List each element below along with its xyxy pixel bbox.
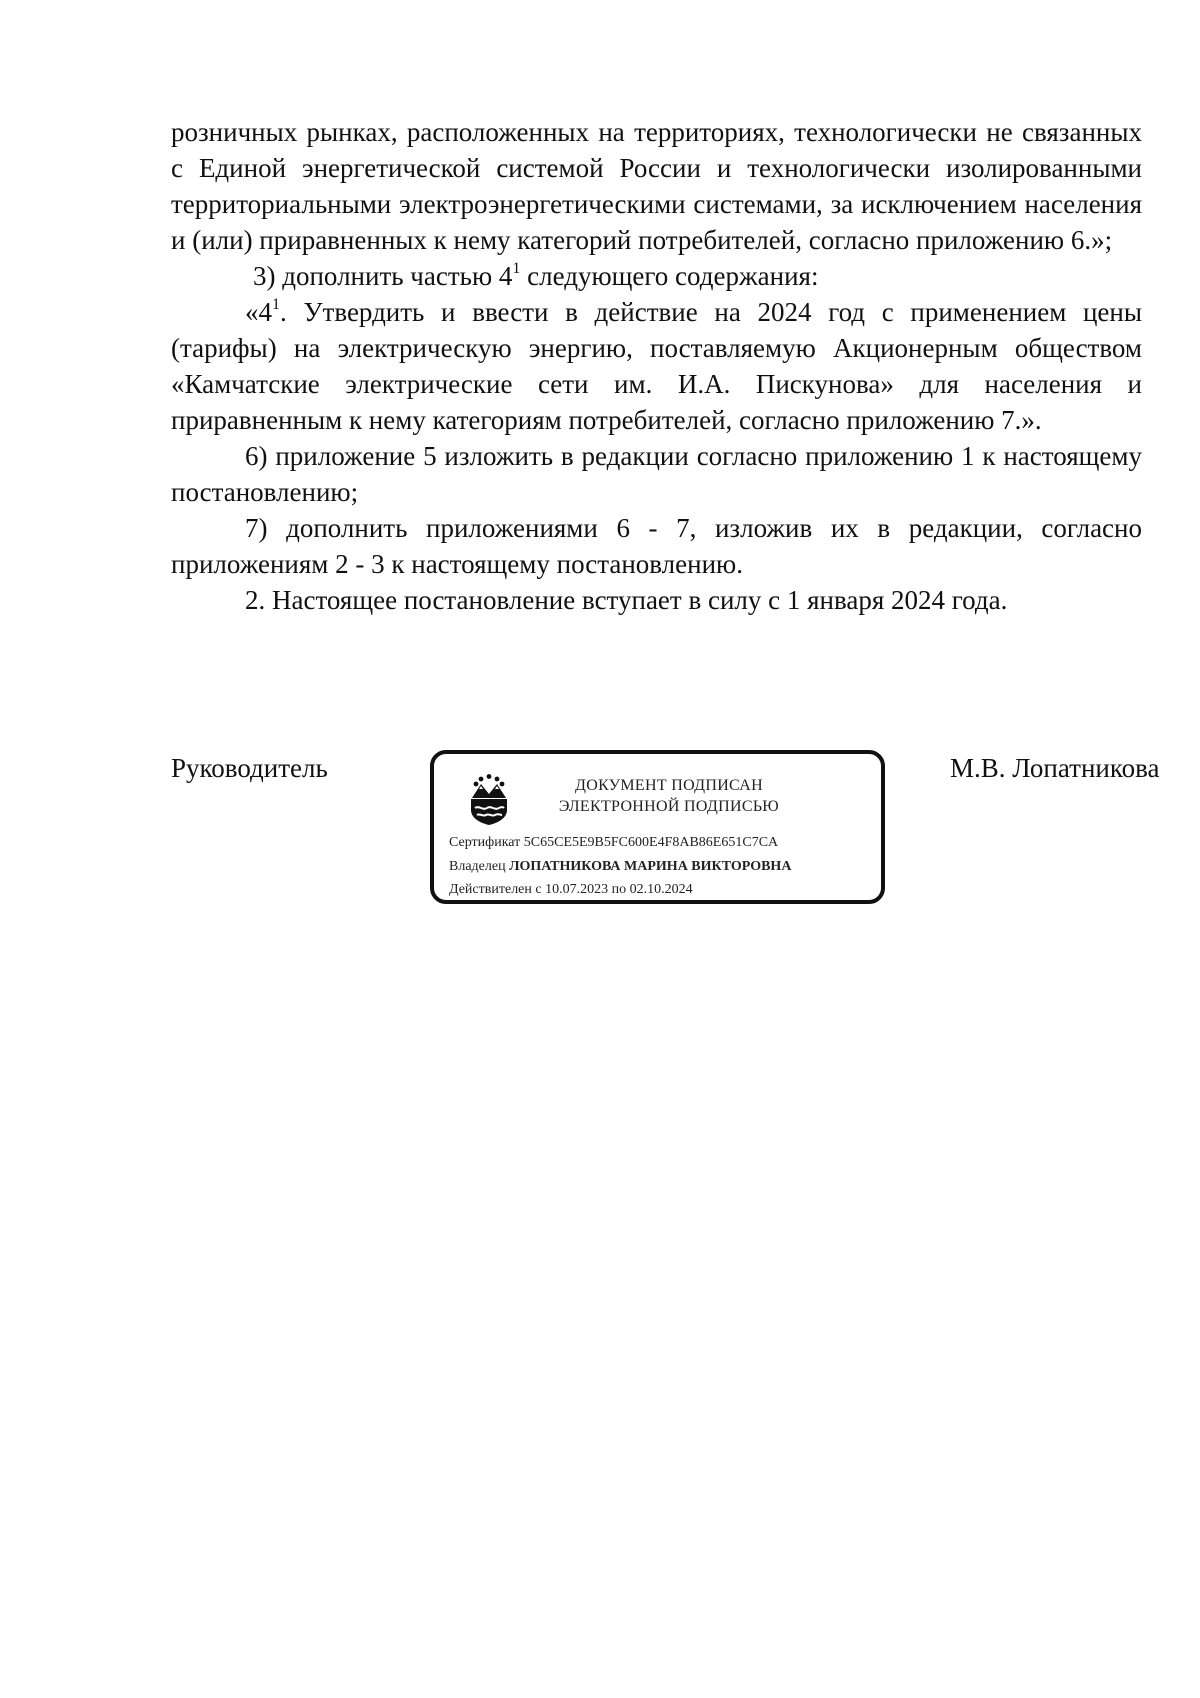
stamp-certificate-row — [449, 834, 778, 852]
paragraph-retail-markets: розничных рынках, расположенных на территориях, технологически не связанных с Единой энергетической системой России и технологически изолированными территориальными электроэнергетическими системами, за исключением населения и (или) приравненных к нему категорий потребителей, согласно приложению 6.»; — [171, 117, 1142, 255]
electronic-signature-stamp — [430, 750, 885, 904]
paragraph-effective-date: 2. Настоящее постановление вступает в силу с 1 января 2024 года. — [245, 585, 1008, 615]
signatory-role: Руководитель — [171, 753, 328, 783]
document-body — [171, 114, 1142, 618]
paragraph-item-6: 6) приложение 5 изложить в редакции согласно приложению 1 к настоящему постановлению; — [171, 441, 1142, 507]
stamp-header-line-1: ДОКУМЕНТ ПОДПИСАН — [575, 777, 763, 794]
item-3-superscript: 1 — [512, 260, 521, 277]
paragraph-part-4-1 — [171, 294, 1142, 438]
owner-value: ЛОПАТНИКОВА МАРИНА ВИКТОРОВНА — [509, 859, 792, 874]
certificate-label: Сертификат — [449, 835, 521, 850]
part-4-1-text-end: . Утвердить и ввести в действие на 2024 год с применением цены (тарифы) на электрическую энергию, поставляемую Акционерным обществом «Камчатские электрические сети им. И.А. Пискунова» для населения и приравненным к нему категориям потребителей, согласно приложению 7.». — [171, 297, 1142, 435]
valid-from: 10.07.2023 — [545, 882, 609, 897]
stamp-header-line-2: ЭЛЕКТРОННОЙ ПОДПИСЬЮ — [558, 798, 780, 815]
certificate-value: 5C65CE5E9B5FC600E4F8AB86E651C7CA — [523, 835, 779, 850]
valid-to-label: по — [611, 882, 627, 897]
stamp-owner-row — [449, 858, 791, 876]
paragraph-item-7: 7) дополнить приложениями 6 - 7, изложив их в редакции, согласно приложениям 2 - 3 к настоящему постановлению. — [171, 513, 1142, 579]
part-4-1-text-start: «4 — [245, 297, 272, 327]
part-4-1-superscript: 1 — [272, 296, 280, 313]
valid-to: 02.10.2024 — [629, 882, 693, 897]
valid-label: Действителен с — [449, 882, 542, 897]
coat-of-arms-icon — [468, 772, 510, 826]
item-3-text-end: следующего содержания: — [520, 261, 819, 291]
stamp-validity-row — [449, 881, 693, 899]
signatory-name: М.В. Лопатникова — [950, 753, 1160, 783]
item-3-text-start: 3) дополнить частью 4 — [253, 261, 513, 291]
paragraph-item-3 — [171, 258, 1142, 294]
stamp-header — [534, 775, 804, 817]
owner-label: Владелец — [449, 859, 506, 874]
